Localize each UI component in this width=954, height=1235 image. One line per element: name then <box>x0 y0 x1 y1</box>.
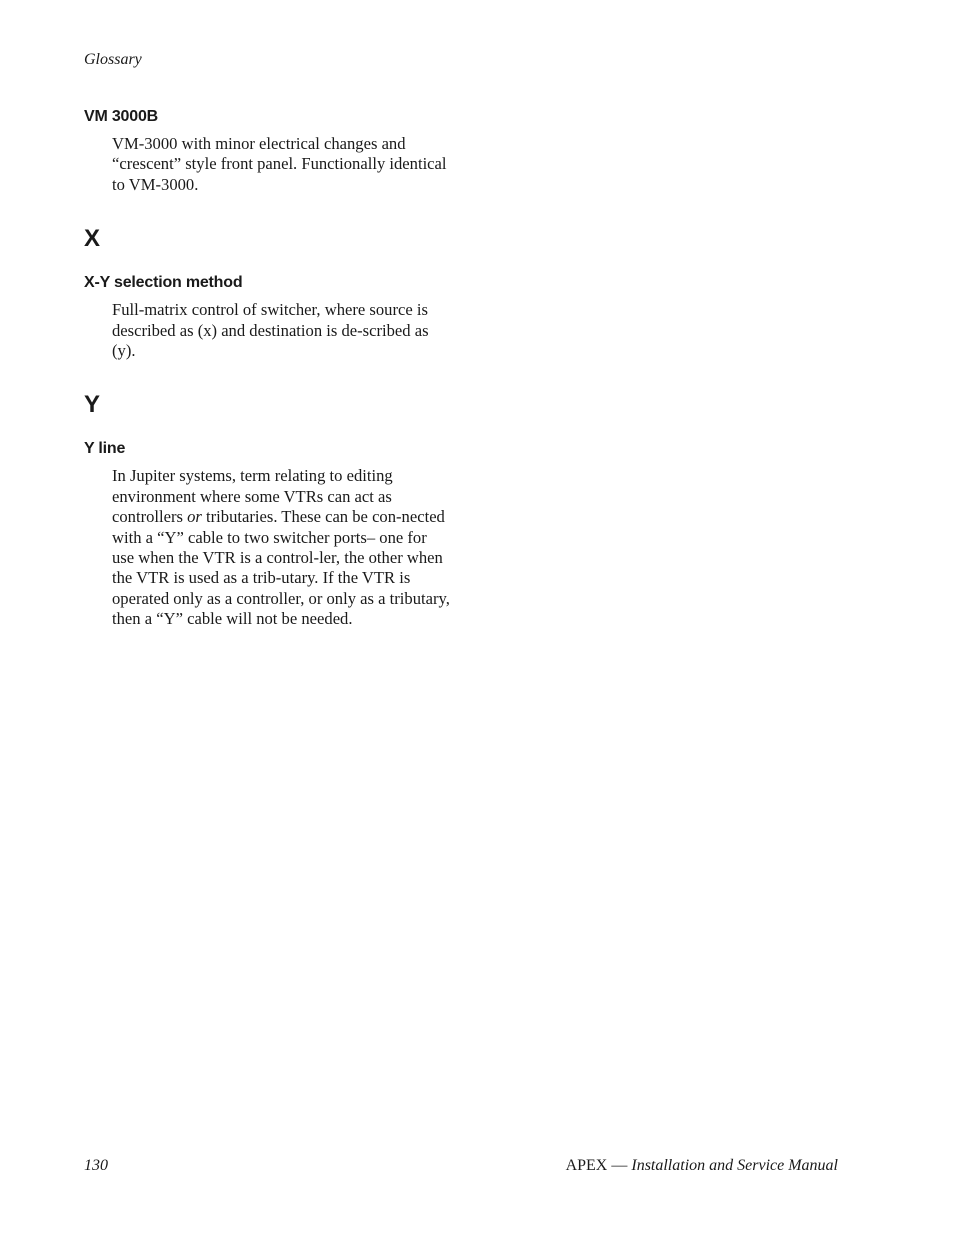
definition-text: tributaries. These can be con-nected with a “Y” cable to two switcher ports– one for use when the VTR is a control-ler, the other when the VTR is used as a trib-utary. If the VTR is operated only as a controller, or only as a tributary, then a “Y” cable will not be needed. <box>112 507 450 629</box>
glossary-term: Y line <box>84 440 126 458</box>
running-header: Glossary <box>84 51 142 68</box>
glossary-definition: Full-matrix control of switcher, where source is described as (x) and destination is de-scribed as (y). <box>112 300 429 361</box>
definition-emphasis: or <box>187 507 202 527</box>
glossary-entry-vm-3000b <box>84 107 464 195</box>
glossary-entries <box>84 107 464 630</box>
glossary-definition <box>112 466 452 629</box>
footer-separator: — <box>607 1157 632 1174</box>
page-number: 130 <box>84 1157 108 1174</box>
glossary-entry-x-y-selection-method <box>84 273 464 361</box>
running-footer-title <box>566 1157 838 1175</box>
glossary-definition: VM-3000 with minor electrical changes and “crescent” style front panel. Functionally identical to VM-3000. <box>112 134 447 194</box>
product-name: APEX <box>565 1157 608 1174</box>
glossary-term: X-Y selection method <box>84 274 243 292</box>
section-letter-x: X <box>84 225 101 253</box>
definition-text: In Jupiter systems, term relating to editing environment where some VTRs can act as controllers <box>112 466 393 527</box>
manual-title: Installation and Service Manual <box>631 1157 838 1174</box>
glossary-entry-y-line <box>84 439 464 629</box>
glossary-term: VM 3000B <box>84 108 158 125</box>
section-letter-y: Y <box>84 391 101 419</box>
